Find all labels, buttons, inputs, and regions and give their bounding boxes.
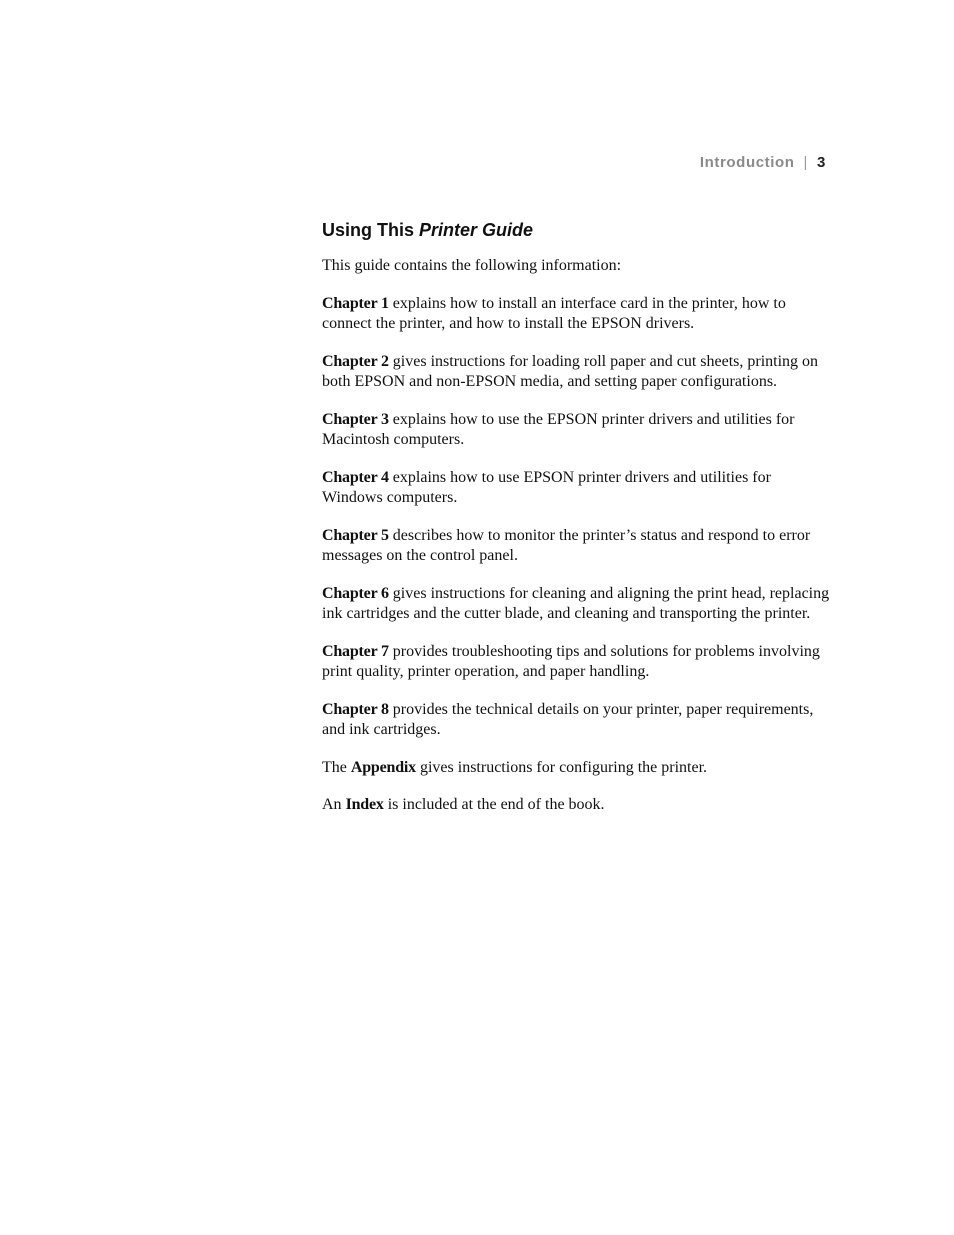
chapter-6-description: gives instructions for cleaning and aligning the print head, replacing ink cartridges and the cutter blade, and cleaning and transporting the printer. [322, 584, 830, 622]
chapter-5-description: describes how to monitor the printer’s status and respond to error messages on the control panel. [322, 526, 811, 564]
intro-paragraph: This guide contains the following information: [322, 257, 622, 274]
chapter-2-description: gives instructions for loading roll paper and cut sheets, printing on both EPSON and non-EPSON media, and setting paper configurations. [322, 352, 819, 390]
chapter-8-paragraph [322, 700, 830, 741]
chapter-3-description: explains how to use the EPSON printer drivers and utilities for Macintosh computers. [322, 410, 795, 448]
para-prefix: The [322, 758, 351, 776]
header-section-name: Introduction [699, 154, 795, 171]
chapter-6-paragraph [322, 584, 830, 625]
chapter-5-term: Chapter 5 [322, 526, 389, 544]
chapter-2-paragraph [322, 352, 830, 393]
appendix-paragraph [322, 758, 830, 779]
chapter-3-term: Chapter 3 [322, 410, 389, 428]
para-prefix: An [322, 796, 346, 813]
page-number: 3 [817, 154, 826, 171]
chapter-8-description: provides the technical details on your printer, paper requirements, and ink cartridges. [322, 700, 814, 738]
main-content [322, 218, 830, 833]
index-paragraph [322, 795, 830, 816]
header-separator: | [803, 154, 809, 171]
index-term: Index [345, 796, 384, 813]
chapter-3-paragraph [322, 410, 830, 451]
chapter-4-paragraph [322, 468, 830, 509]
section-title [322, 218, 830, 242]
chapter-6-term: Chapter 6 [322, 584, 389, 602]
index-description: is included at the end of the book. [383, 796, 605, 813]
chapter-1-description: explains how to install an interface card in the printer, how to connect the printer, and how to install the EPSON drivers. [322, 294, 786, 332]
chapter-7-term: Chapter 7 [322, 642, 389, 660]
chapter-4-description: explains how to use EPSON printer drivers and utilities for Windows computers. [322, 468, 771, 506]
running-header [700, 154, 826, 171]
chapter-7-description: provides troubleshooting tips and solutions for problems involving print quality, printer operation, and paper handling. [322, 642, 820, 680]
chapter-2-term: Chapter 2 [322, 352, 389, 370]
appendix-term: Appendix [350, 758, 416, 776]
chapter-1-term: Chapter 1 [322, 294, 389, 312]
chapter-4-term: Chapter 4 [322, 468, 389, 486]
section-title-italic: Printer Guide [419, 220, 534, 240]
chapter-5-paragraph [322, 526, 830, 567]
chapter-8-term: Chapter 8 [322, 700, 389, 718]
section-title-plain: Using This [322, 220, 420, 240]
appendix-description: gives instructions for configuring the printer. [415, 758, 708, 776]
chapter-7-paragraph [322, 642, 830, 683]
chapter-1-paragraph [322, 294, 830, 335]
